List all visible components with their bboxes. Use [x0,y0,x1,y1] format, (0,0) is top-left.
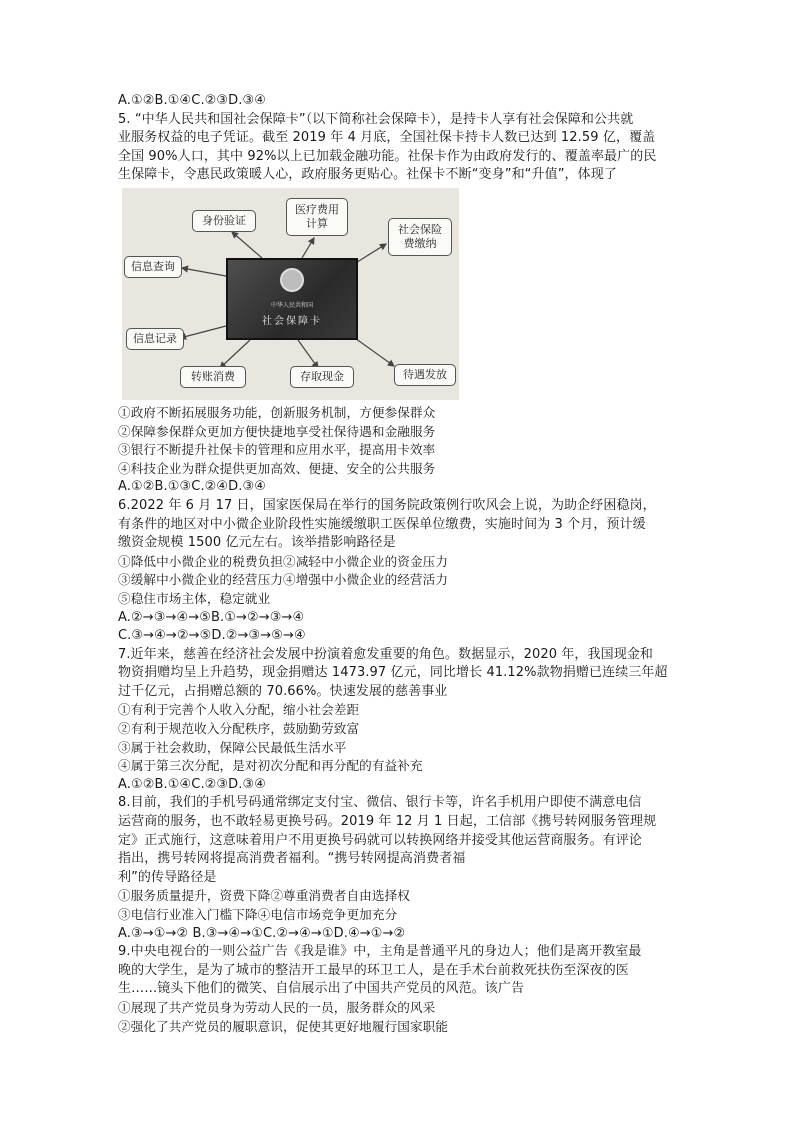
arrow [220,340,250,368]
text-line: C.③→④→②→⑤D.②→③→⑤→④ [118,628,306,644]
text-line: A.③→①→② B.③→④→①C.②→④→①D.④→①→② [118,925,406,941]
text-line: ③缓解中小微企业的经营压力④增强中小微企业的经营活力 [118,572,449,588]
node-cash-access: 存取现金 [290,366,354,388]
text-line: ②强化了共产党员的履职意识，促使其更好地履行国家职能 [118,1018,449,1034]
text-line: ①展现了共产党员身为劳动人民的一员，服务群众的风采 [118,999,436,1015]
text-line: 9.中央电视台的一则公益广告《我是谁》中，主角是普通平凡的身边人；他们是离开教室最 [118,944,642,960]
national-emblem-icon [280,268,304,292]
text-line: 生保障卡，令惠民政策暖人心，政府服务更贴心。社保卡不断“变身”和“升值”，体现了 [118,167,617,183]
question-text-bottom [118,404,680,1036]
text-line: ①服务质量提升，资费下降②尊重消费者自由选择权 [118,888,410,904]
arrow [352,336,394,366]
arrow [302,238,314,258]
exam-page [118,92,680,1036]
text-line: 全国 90%人口，其中 92%以上已加载金融功能。社保卡作为由政府发行的、覆盖率最广的民 [118,148,657,164]
text-line: 指出，携号转网将提高消费者福利。“携号转网提高消费者福 [118,851,466,867]
text-line: A.①②B.①④C.②③D.③④ [118,93,267,108]
text-line: 8.目前，我们的手机号码通常绑定支付宝、微信、银行卡等，许名手机用户即使不满意电信 [118,795,642,811]
question-text-top [118,92,680,185]
social-security-card [226,258,358,340]
node-medical-cost: 医疗费用 计算 [286,198,348,236]
text-line: 业服务权益的电子凭证。截至 2019 年 4 月底，全国社保卡持卡人数已达到 12.59 亿，覆盖 [118,130,656,146]
text-line: A.①②B.①③C.②④D.③④ [118,479,267,495]
text-line: 运营商的服务，也不敢轻易更换号码。2019 年 12 月 1 日起，工信部《携号转网服务管理规 [118,814,657,830]
card-issuer-text: 中华人民共和国 [270,301,313,309]
text-line: ④科技企业为群众提供更加高效、便捷、安全的公共服务 [118,460,436,476]
text-line: 物资捐赠均呈上升趋势，现金捐赠达 1473.97 亿元，同比增长 41.12%款物捐赠已连续三年超 [118,665,668,681]
node-transfer-consumption: 转账消费 [180,366,246,388]
node-benefits-payment: 待遇发放 [394,364,456,386]
arrow [298,340,318,368]
text-line: ①降低中小微企业的税费负担②减轻中小微企业的资金压力 [118,553,449,569]
text-line: 6.2022 年 6 月 17 日，国家医保局在举行的国务院政策例行吹风会上说，为助企纾困稳岗， [118,497,656,513]
text-line: 晚的大学生，是为了城市的整洁开工最早的环卫工人，是在手术台前救死扶伤至深夜的医 [118,962,629,978]
text-line: ②保障参保群众更加方便快捷地享受社保待遇和金融服务 [118,423,436,439]
text-line: 生……镜头下他们的微笑、自信展示出了中国共产党员的风范。该广告 [118,981,525,997]
text-line: 有条件的地区对中小微企业阶段性实施缓缴职工医保单位缴费，实施时间为 3 个月，预计缓 [118,516,646,532]
card-title-text: 社会保障卡 [262,315,322,327]
text-line: 定》正式施行，这意味着用户不用更换号码就可以转换网络并接受其他运营商服务。有评论 [118,832,643,848]
node-identity-verification: 身份验证 [192,210,256,232]
arrow [354,244,386,264]
text-line: A.②→③→④→⑤B.①→②→③→④ [118,609,305,625]
text-line: A.①②B.①④C.②③D.③④ [118,776,267,792]
social-security-card-diagram [122,188,459,400]
text-line: 5. “中华人民共和国社会保障卡”（以下简称社会保障卡），是持卡人享有社会保障和公共就 [118,111,634,127]
text-line: ③银行不断提升社保卡的管理和应用水平，提高用卡效率 [118,442,436,458]
node-insurance-payment: 社会保险 费缴纳 [388,218,452,256]
text-line: ①政府不断拓展服务功能，创新服务机制，方便参保群众 [118,404,436,420]
text-line: ⑤稳住市场主体，稳定就业 [118,590,271,606]
arrow [182,268,226,276]
text-line: ③电信行业准入门槛下降④电信市场竞争更加充分 [118,907,398,922]
text-line: ①有利于完善个人收入分配，缩小社会差距 [118,702,360,718]
arrow [232,232,262,258]
text-line: ③属于社会救助，保障公民最低生活水平 [118,739,347,755]
node-info-record: 信息记录 [126,328,184,350]
text-line: 缴资金规模 1500 亿元左右。该举措影响路径是 [118,535,396,551]
text-line: ④属于第三次分配，是对初次分配和再分配的有益补充 [118,758,423,774]
text-line: 过千亿元，占捐赠总额的 70.66%。快速发展的慈善事业 [118,683,448,699]
node-info-query: 信息查询 [124,256,182,278]
text-line: ②有利于规范收入分配秩序，鼓励勤劳致富 [118,721,360,737]
text-line: 7.近年来，慈善在经济社会发展中扮演着愈发重要的角色。数据显示，2020 年，我国现金和 [118,646,654,662]
arrow [180,326,226,338]
text-line: 利”的传导路径是 [118,869,217,885]
